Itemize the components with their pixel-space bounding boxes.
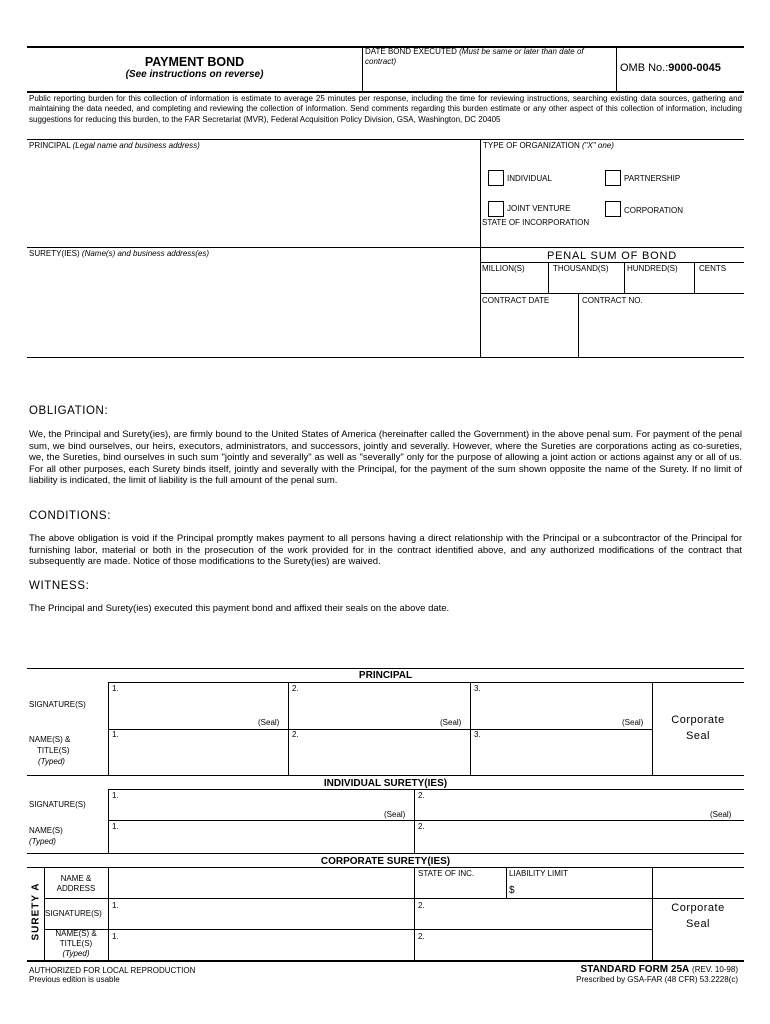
- corporate-name-1[interactable]: 1.: [112, 932, 119, 941]
- principal-name-2[interactable]: 2.: [292, 730, 299, 739]
- individual-typed-label: (Typed): [29, 837, 56, 846]
- form-title: PAYMENT BOND: [144, 55, 245, 69]
- liability-limit-field[interactable]: LIABILITY LIMIT: [509, 869, 568, 878]
- individual-seal-2: (Seal): [710, 810, 732, 819]
- authorized-reproduction: AUTHORIZED FOR LOCAL REPRODUCTION: [29, 966, 196, 975]
- partnership-label: PARTNERSHIP: [624, 174, 681, 183]
- corporation-checkbox[interactable]: [605, 201, 621, 217]
- state-of-incorporation-field[interactable]: STATE OF INCORPORATION: [482, 218, 590, 227]
- principal-name-1[interactable]: 1.: [112, 730, 119, 739]
- state-of-inc-field[interactable]: STATE OF INC.: [418, 869, 475, 878]
- witness-heading: WITNESS:: [29, 580, 90, 592]
- principal-typed-label: (Typed): [38, 757, 65, 766]
- liability-dollar-sign: $: [509, 885, 515, 896]
- corporate-seal: Corporate Seal: [671, 902, 725, 930]
- principal-name-3[interactable]: 3.: [474, 730, 481, 739]
- corporate-names-label: NAME(S) & TITLE(S) (Typed): [55, 929, 97, 958]
- individual-signature-1[interactable]: 1.: [112, 791, 119, 800]
- corporate-signature-2[interactable]: 2.: [418, 901, 425, 910]
- principal-names-label: NAME(S) &: [29, 735, 71, 744]
- witness-text: The Principal and Surety(ies) executed this payment bond and affixed their seals on the above date.: [29, 603, 450, 614]
- principal-signature-3[interactable]: 3.: [474, 684, 481, 693]
- previous-edition: Previous edition is usable: [29, 975, 120, 984]
- omb-value: 9000-0045: [668, 62, 721, 74]
- principal-signature-2[interactable]: 2.: [292, 684, 299, 693]
- individual-checkbox[interactable]: [488, 170, 504, 186]
- conditions-heading: CONDITIONS:: [29, 510, 111, 522]
- individual-block-title: INDIVIDUAL SURETY(IES): [323, 778, 448, 789]
- conditions-text: The above obligation is void if the Principal promptly makes payment to all persons having a direct relationship with the Principal or a subcontractor of the Principal for furnishing labor, material or both in the prosecution of the work provided for in the contract identified above, and any authorized modifications of the contract that subsequently are made. Notice of those modifications to the Surety(ies) are waived.: [29, 533, 742, 568]
- date-executed-note: (Must be same or later than date of contract): [365, 47, 584, 66]
- principal-seal-3: (Seal): [622, 718, 644, 727]
- individual-name-1[interactable]: 1.: [112, 822, 119, 831]
- surety-label: SURETY(IES): [29, 249, 80, 258]
- omb-number: [620, 62, 721, 74]
- burden-statement: Public reporting burden for this collection of information is estimate to average 25 minutes per response, including the time for reviewing instructions, searching existing data sources, gathering and maintaining the data needed, and completing and reviewing the collection of information. Send comments regarding this burden estimate or any other aspect of this collection of information, including suggestions for reducing this burden, to the FAR Secretariat (MVR), Federal Acquisition Policy Division, GSA, Washington, DC 20405: [29, 94, 742, 124]
- individual-label: INDIVIDUAL: [507, 174, 552, 183]
- principal-block-title: PRINCIPAL: [358, 670, 413, 681]
- cents-field[interactable]: CENTS: [699, 264, 727, 273]
- form-subtitle: (See instructions on reverse): [125, 69, 264, 80]
- contract-date-field[interactable]: CONTRACT DATE: [482, 296, 550, 305]
- joint-venture-label: JOINT VENTURE: [507, 204, 571, 213]
- penal-sum-title: PENAL SUM OF BOND: [547, 250, 677, 262]
- date-executed-field[interactable]: [365, 47, 615, 67]
- date-executed-label: DATE BOND EXECUTED: [365, 47, 457, 56]
- corporate-block-title: CORPORATE SURETY(IES): [320, 856, 451, 867]
- surety-field[interactable]: [29, 249, 209, 259]
- principal-corporate-seal: Corporate Seal: [671, 714, 725, 742]
- corporate-signature-1[interactable]: 1.: [112, 901, 119, 910]
- millions-field[interactable]: MILLION(S): [482, 264, 525, 273]
- principal-field[interactable]: [29, 141, 200, 151]
- individual-seal-1: (Seal): [384, 810, 406, 819]
- omb-label: OMB No.:: [620, 62, 669, 74]
- principal-label: PRINCIPAL: [29, 141, 71, 150]
- individual-signature-label: SIGNATURE(S): [29, 800, 86, 809]
- partnership-checkbox[interactable]: [605, 170, 621, 186]
- obligation-text: We, the Principal and Surety(ies), are firmly bound to the United States of America (hereinafter called the Government) in the above penal sum. For payment of the penal sum, we bind ourselves, our heirs, executors, administrators, and successors, jointly and severally. However, where the Sureties are corporations acting as co-sureties, we, the Sureties, bind ourselves in such sum "jointly and severally" as well as "severally" only for the purpose of allowing a joint action or actions against any or all of us. For all other purposes, each Surety binds itself, jointly and severally with the Principal, for the payment of the sum shown opposite the name of the Surety. If no limit of liability is indicated, the limit of liability is the full amount of the penal sum.: [29, 429, 742, 487]
- corporate-name-address-label: NAME & ADDRESS: [56, 874, 96, 893]
- prescribed-by: Prescribed by GSA-FAR (48 CFR) 53.2228(c): [576, 975, 738, 984]
- principal-signature-1[interactable]: 1.: [112, 684, 119, 693]
- principal-signature-label: SIGNATURE(S): [29, 700, 86, 709]
- thousands-field[interactable]: THOUSAND(S): [553, 264, 609, 273]
- contract-number-field[interactable]: CONTRACT NO.: [582, 296, 643, 305]
- obligation-heading: OBLIGATION:: [29, 405, 109, 417]
- surety-note: (Name(s) and business address(es): [81, 249, 210, 258]
- principal-seal-2: (Seal): [440, 718, 462, 727]
- individual-name-2[interactable]: 2.: [418, 822, 425, 831]
- form-name: STANDARD FORM 25A (REV. 10-98): [580, 964, 738, 975]
- surety-a-label: SURETY A: [30, 882, 42, 941]
- joint-venture-checkbox[interactable]: [488, 201, 504, 217]
- individual-signature-2[interactable]: 2.: [418, 791, 425, 800]
- corporate-name-2[interactable]: 2.: [418, 932, 425, 941]
- principal-note: (Legal name and business address): [72, 141, 200, 150]
- organization-label: TYPE OF ORGANIZATION ("X" one): [483, 141, 614, 150]
- hundreds-field[interactable]: HUNDRED(S): [627, 264, 678, 273]
- individual-names-label: NAME(S): [29, 826, 63, 835]
- corporation-label: CORPORATION: [624, 206, 683, 215]
- principal-titles-label: TITLE(S): [37, 746, 70, 755]
- corporate-signature-label: SIGNATURE(S): [45, 909, 102, 918]
- principal-seal-1: (Seal): [258, 718, 280, 727]
